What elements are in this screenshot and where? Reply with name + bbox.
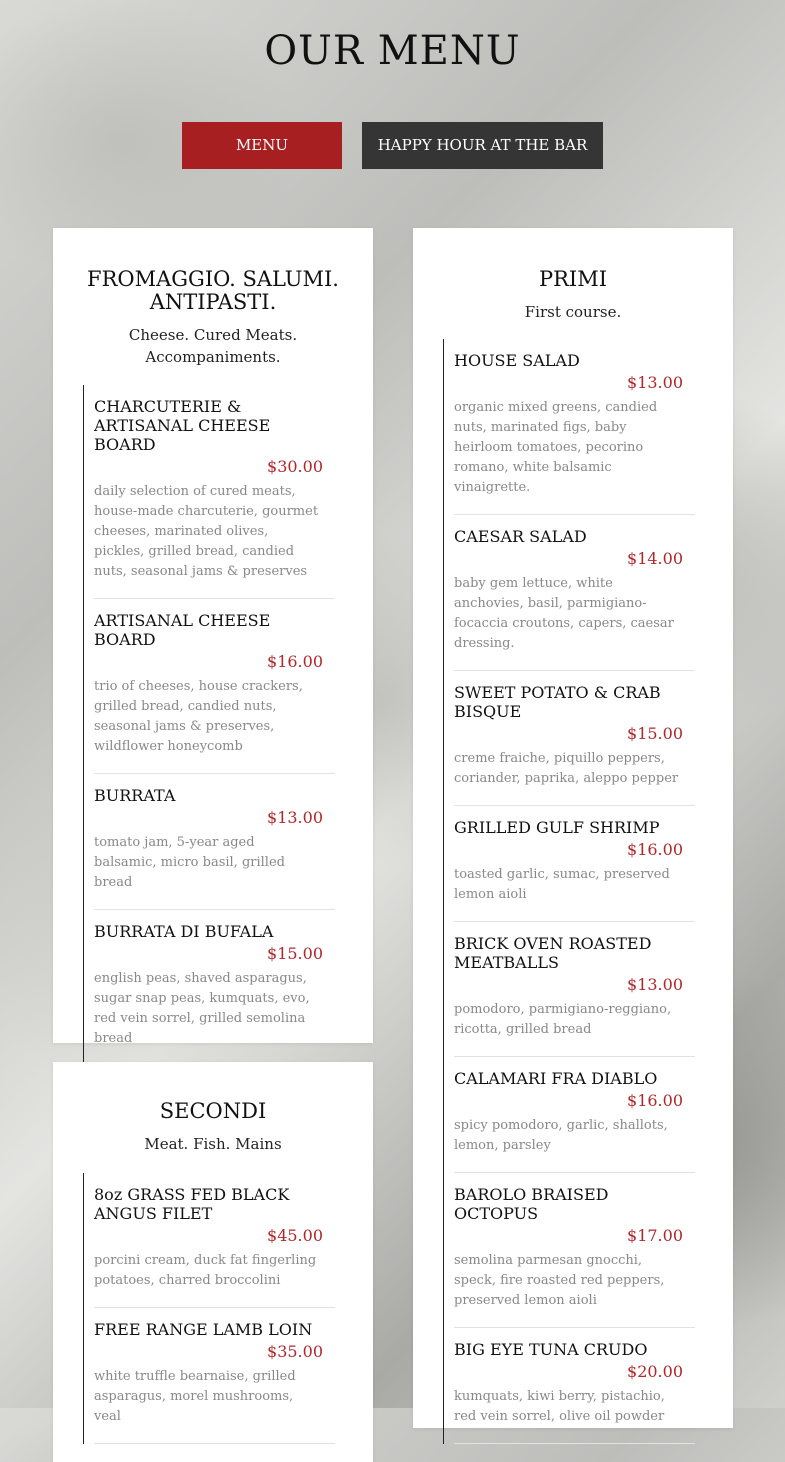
item-description: spicy pomodoro, garlic, shallots, lemon, parsley xyxy=(454,1118,668,1153)
item-price: $13.00 xyxy=(267,808,323,827)
item-price: $16.00 xyxy=(627,1091,683,1110)
item-name: FREE RANGE LAMB LOIN xyxy=(94,1320,313,1339)
menu-section-secondi xyxy=(53,1062,373,1462)
item-price: $14.00 xyxy=(627,549,683,568)
item-name: CHARCUTERIE & ARTISANAL CHEESE BOARD xyxy=(94,397,271,454)
section-item-list xyxy=(83,1173,335,1444)
item-name: BIG EYE TUNA CRUDO xyxy=(454,1340,648,1359)
tab-happy-hour[interactable]: HAPPY HOUR AT THE BAR xyxy=(362,122,603,169)
menu-item xyxy=(94,910,335,1066)
section-subtitle: Cheese. Cured Meats. Accompaniments. xyxy=(128,326,298,366)
item-description: kumquats, kiwi berry, pistachio, red vein sorrel, olive oil powder xyxy=(454,1389,665,1424)
item-description: toasted garlic, sumac, preserved lemon aioli xyxy=(454,867,670,902)
item-description: tomato jam, 5-year aged balsamic, micro basil, grilled bread xyxy=(94,835,285,890)
section-subtitle: First course. xyxy=(524,303,622,321)
menu-item xyxy=(454,1328,695,1444)
menu-item xyxy=(94,774,335,910)
item-price: $16.00 xyxy=(627,840,683,859)
section-title: PRIMI xyxy=(538,267,608,291)
item-description: trio of cheeses, house crackers, grilled bread, candied nuts, seasonal jams & preserves, wildflower honeycomb xyxy=(94,679,303,754)
menu-section-primi xyxy=(413,228,733,1428)
item-description: porcini cream, duck fat fingerling potatoes, charred broccolini xyxy=(94,1253,317,1288)
item-name: BURRATA xyxy=(94,786,176,805)
item-description: baby gem lettuce, white anchovies, basil, parmigiano-focaccia croutons, capers, caesar dressing. xyxy=(454,576,674,651)
item-name: 8oz GRASS FED BLACK ANGUS FILET xyxy=(94,1185,290,1223)
item-name: SWEET POTATO & CRAB BISQUE xyxy=(454,683,661,721)
menu-item xyxy=(454,922,695,1057)
item-name: CAESAR SALAD xyxy=(454,527,587,546)
item-description: organic mixed greens, candied nuts, marinated figs, baby heirloom tomatoes, pecorino romano, white balsamic vinaigrette. xyxy=(454,400,658,495)
item-price: $13.00 xyxy=(627,373,683,392)
item-name: HOUSE SALAD xyxy=(454,351,580,370)
section-title: SECONDI xyxy=(159,1099,267,1123)
page-title: OUR MENU xyxy=(264,28,521,74)
item-price: $13.00 xyxy=(627,975,683,994)
menu-item xyxy=(454,1173,695,1328)
menu-section-fromaggio xyxy=(53,228,373,1046)
item-description: semolina parmesan gnocchi, speck, fire roasted red peppers, preserved lemon aioli xyxy=(454,1253,665,1308)
item-description: creme fraiche, piquillo peppers, coriander, paprika, aleppo pepper xyxy=(454,751,679,786)
item-name: BAROLO BRAISED OCTOPUS xyxy=(454,1185,609,1223)
item-name: ARTISANAL CHEESE BOARD xyxy=(94,611,271,649)
tab-menu[interactable]: MENU xyxy=(182,122,342,169)
item-price: $35.00 xyxy=(267,1342,323,1361)
item-description: pomodoro, parmigiano-reggiano, ricotta, grilled bread xyxy=(454,1002,672,1037)
menu-item xyxy=(454,515,695,671)
menu-item xyxy=(94,1308,335,1444)
item-name: GRILLED GULF SHRIMP xyxy=(454,818,660,837)
item-price: $15.00 xyxy=(267,944,323,963)
section-subtitle: Meat. Fish. Mains xyxy=(144,1135,282,1153)
item-name: BRICK OVEN ROASTED MEATBALLS xyxy=(454,934,652,972)
menu-item xyxy=(94,1173,335,1308)
item-price: $20.00 xyxy=(627,1362,683,1381)
item-name: CALAMARI FRA DIABLO xyxy=(454,1069,658,1088)
item-name: BURRATA DI BUFALA xyxy=(94,922,274,941)
menu-item xyxy=(454,671,695,806)
section-title: FROMAGGIO. SALUMI. ANTIPASTI. xyxy=(87,267,339,314)
menu-item xyxy=(454,339,695,515)
section-item-list xyxy=(443,339,695,1444)
item-price: $16.00 xyxy=(267,652,323,671)
menu-item xyxy=(454,806,695,922)
item-price: $45.00 xyxy=(267,1226,323,1245)
menu-item xyxy=(454,1057,695,1173)
item-price: $30.00 xyxy=(267,457,323,476)
item-description: white truffle bearnaise, grilled asparagus, morel mushrooms, veal xyxy=(94,1369,296,1424)
item-description: english peas, shaved asparagus, sugar snap peas, kumquats, evo, red vein sorrel, grilled semolina bread xyxy=(94,971,310,1046)
item-price: $15.00 xyxy=(627,724,683,743)
section-item-list xyxy=(83,385,335,1066)
menu-item xyxy=(94,599,335,774)
item-description: daily selection of cured meats, house-made charcuterie, gourmet cheeses, marinated olives, pickles, grilled bread, candied nuts, seasonal jams & preserves xyxy=(94,484,319,579)
item-price: $17.00 xyxy=(627,1226,683,1245)
menu-item xyxy=(94,385,335,599)
